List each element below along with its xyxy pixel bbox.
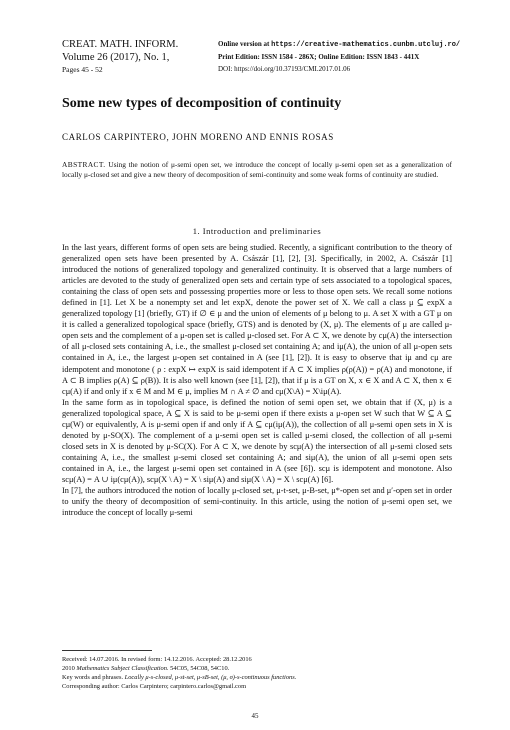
- volume-line: Volume 26 (2017), No. 1,: [62, 52, 170, 63]
- doi-link[interactable]: DOI: https://doi.org/10.37193/CMI.2017.01.06: [218, 65, 351, 73]
- section-heading: 1. Introduction and preliminaries: [192, 226, 322, 236]
- msc-label: Mathematics Subject Classification.: [76, 665, 169, 672]
- issn-line: Print Edition: ISSN 1584 - 286X; Online Edition: ISSN 1843 - 441X: [218, 53, 420, 61]
- paragraph: In the same form as in topological space, is defined the notion of semi open set, we obtain that if (X, μ) is a generalized topological space, A ⊆ X is said to be μ-semi open if there exists a μ-open set W such that W ⊆ A ⊆ cμ(W) or equivalently, A is μ-semi open if and only if A ⊆ cμ(iμ(A)), the collection of all μ-semi open sets in X is denoted by μ-SO(X). The complement of a μ-semi open set is called μ-semi closed, the collection of all μ-semi closed sets in X is denoted by μ-SC(X). For A ⊂ X, we denote by scμ(A) the intersection of all μ-semi closed sets containing A, i.e., the smallest μ-semi closed set containing A; and siμ(A), the union of all μ-semi open sets contained in A, i.e., the largest μ-semi open set contained in A (see [6]). scμ is idempotent and monotone. Also scμ(A) = A ∪ iμ(cμ(A)), scμ(X \ A) = X \ siμ(A) and siμ(X \ A) = X \ scμ(A) [6].: [62, 397, 452, 484]
- online-url-link[interactable]: https://creative-mathematics.cunbm.utcluj.ro/: [271, 41, 461, 49]
- page-number: 45: [251, 712, 259, 720]
- journal-header: [62, 38, 232, 76]
- page-range: Pages 45 - 52: [62, 65, 103, 74]
- abstract: [62, 160, 452, 180]
- footnotes: [62, 655, 482, 691]
- msc-codes: 54C05, 54C08, 54C10.: [168, 665, 230, 672]
- footnote-divider: [62, 650, 152, 651]
- corresponding-author: Corresponding author: Carlos Carpintero; carpintero.carlos@gmail.com: [62, 683, 247, 690]
- body-text: [62, 242, 452, 518]
- msc-prefix: 2010: [62, 665, 77, 672]
- paragraph: In the last years, different forms of open sets are being studied. Recently, a significant contribution to the theory of generalized open sets have been presented by A. Császár [1], [2], [3]. Specifically, in 2002, A. Császár [1] introduced the notions of generalized topology and generalized continuity. It is observed that a large numbers of articles are devoted to the study of generalized open sets and certain type of sets associated to a topological spaces, containing the class of open sets and possessing properties more or less to those open sets. We recall some notions defined in [1]. Let X be a nonempty set and let expX, denote the power set of X. We call a class μ ⊆ expX a generalized topology [1] (briefly, GT) if ∅ ∈ μ and the union of elements of μ belong to μ. A set X with a GT μ on it is called a generalized topological space (briefly, GTS) and is denoted by (X, μ). The elements of μ are called μ-open sets and the complement of a μ-open set is called μ-closed set. For A ⊂ X, we denote by cμ(A) the intersection of all μ-closed sets containing A, i.e., the smallest μ-closed set containing A; and iμ(A), the union of all μ-open sets contained in A, i.e., the largest μ-open set contained in A (see [1], [2]). It is easy to observe that iμ and cμ are idempotent and monotone ( ρ : expX ↦ expX is said idempotent if A ⊂ X implies ρ(ρ(A)) = ρ(A) and monotone, if A ⊂ B implies ρ(A) ⊆ ρ(B)). It is also well known (see [1], [2]), that if μ is a GT on X, x ∈ X and A ⊂ X, then x ∈ cμ(A) if and only if x ∈ M and M ∈ μ, implies M ∩ A ≠ ∅ and cμ(X\A) = X\iμ(A).: [62, 243, 452, 396]
- author-list: CARLOS CARPINTERO, JOHN MORENO AND ENNIS ROSAS: [62, 132, 334, 142]
- journal-name: CREAT. MATH. INFORM.: [62, 39, 179, 50]
- paper-title: Some new types of decomposition of continuity: [62, 96, 342, 111]
- abstract-label: ABSTRACT.: [62, 160, 106, 169]
- online-prefix: Online version at: [218, 40, 272, 48]
- received-dates: Received: 14.07.2016. In revised form: 14.12.2016. Accepted: 28.12.2016: [62, 656, 252, 663]
- paragraph: In [7], the authors introduced the notion of locally μ-closed set, μ-t-set, μ-B-set, μ*-open set and μ′-open set in order to unify the theory of decomposition of semi-continuity. In this article, using the notion of μ-semi open set, we introduce the concept of locally μ-semi: [62, 486, 452, 518]
- publication-info: [218, 38, 503, 75]
- abstract-text: Using the notion of μ-semi open set, we introduce the concept of locally μ-semi open set as a generalization of locally μ-closed set and give a new theory of decomposition of semi-continuity and some weak forms of continuity are studied.: [62, 160, 452, 180]
- keywords-label: Key words and phrases.: [62, 674, 125, 681]
- keywords: Locally μ-s-closed, μ-st-set, μ-sB-set, (μ, σ)-s-continuous functions.: [124, 674, 297, 681]
- msc-line: [62, 664, 482, 673]
- keywords-line: [62, 673, 482, 682]
- online-version-line: [218, 38, 503, 51]
